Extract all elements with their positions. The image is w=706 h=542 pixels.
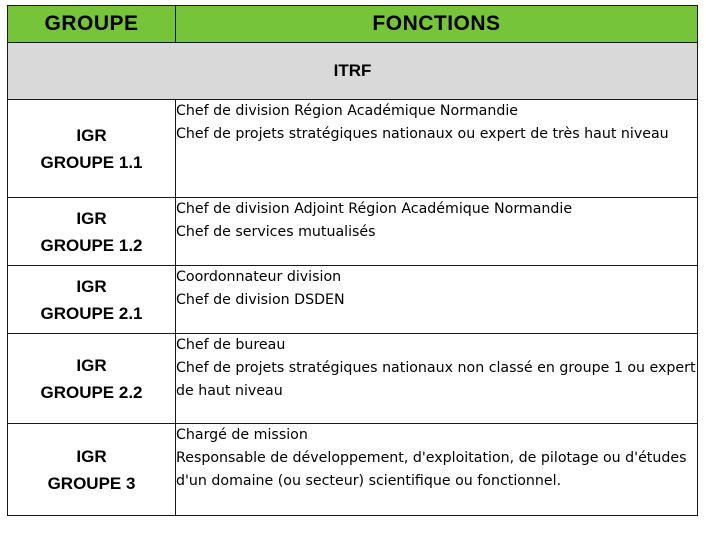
group-cell	[8, 334, 176, 424]
groupe-label: GROUPE 1.2	[40, 235, 143, 255]
function-line: Chef de projets stratégiques nationaux ou expert de très haut niveau	[176, 126, 669, 142]
corps-label: IGR	[76, 276, 107, 296]
functions-cell	[176, 198, 698, 266]
section-title-itrf: ITRF	[8, 43, 698, 100]
function-line: Chef de projets stratégiques nationaux non classé en groupe 1 ou expert de haut niveau	[176, 360, 696, 399]
group-cell	[8, 198, 176, 266]
function-line: Chef de division Adjoint Région Académique Normandie	[176, 201, 573, 217]
table-row	[8, 424, 698, 516]
table-row	[8, 266, 698, 334]
function-line: Chef de division DSDEN	[176, 292, 345, 308]
header-groupe: GROUPE	[8, 6, 176, 43]
function-line: Chef de division Région Académique Normandie	[176, 103, 518, 119]
corps-label: IGR	[76, 446, 107, 466]
table-row	[8, 334, 698, 424]
groupe-label: GROUPE 3	[47, 473, 136, 493]
corps-label: IGR	[76, 125, 107, 145]
table-header-row	[8, 6, 698, 43]
groupe-label: GROUPE 1.1	[40, 152, 143, 172]
group-cell	[8, 424, 176, 516]
function-line: Coordonnateur division	[176, 269, 342, 285]
functions-cell	[176, 100, 698, 198]
groupe-label: GROUPE 2.1	[40, 303, 143, 323]
function-line: Responsable de développement, d'exploitation, de pilotage ou d'études d'un domaine (ou secteur) scientifique ou fonctionnel.	[176, 450, 687, 489]
function-line: Chargé de mission	[176, 427, 308, 443]
functions-cell	[176, 266, 698, 334]
corps-label: IGR	[76, 355, 107, 375]
group-cell	[8, 266, 176, 334]
group-cell	[8, 100, 176, 198]
functions-cell	[176, 424, 698, 516]
functions-cell	[176, 334, 698, 424]
functions-table	[7, 5, 698, 516]
section-row	[8, 43, 698, 100]
header-fonctions: FONCTIONS	[176, 6, 698, 43]
table-row	[8, 100, 698, 198]
function-line: Chef de bureau	[176, 337, 286, 353]
table-row	[8, 198, 698, 266]
groupe-label: GROUPE 2.2	[40, 382, 143, 402]
corps-label: IGR	[76, 208, 107, 228]
function-line: Chef de services mutualisés	[176, 224, 376, 240]
